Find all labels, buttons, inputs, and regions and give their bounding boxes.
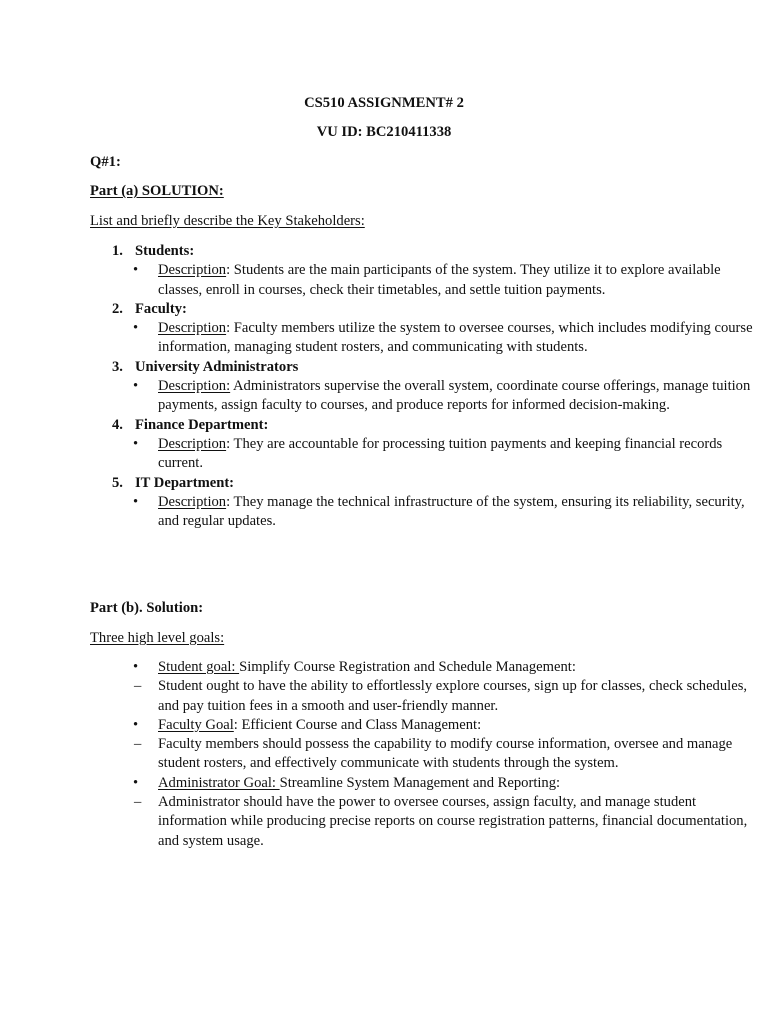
goal-item: [90, 658, 768, 677]
stakeholder-description: [90, 377, 768, 416]
description-text: Administrators supervise the overall system, coordinate course offerings, manage tuition payments, assign faculty to courses, and produce reports for informed decision-making.: [158, 378, 751, 414]
stakeholder-heading: [90, 416, 768, 435]
description-text: : Faculty members utilize the system to oversee courses, which includes modifying course information, managing student rosters, and communicating with students.: [158, 320, 753, 356]
goal-label: Student goal:: [158, 659, 240, 675]
stakeholder-description: [90, 319, 768, 358]
bullet-icon: •: [133, 320, 139, 337]
bullet-icon: •: [133, 659, 139, 675]
stakeholder-heading: [90, 300, 768, 319]
description-label: Description: [158, 493, 227, 510]
goal-label: Faculty Goal: [158, 716, 234, 733]
goal-item: [90, 774, 768, 793]
goal-label: Administrator Goal:: [158, 774, 280, 791]
part-b-intro: Three high level goals:: [90, 630, 225, 646]
description-label: Description: [158, 320, 227, 337]
stakeholder-item: [90, 300, 768, 358]
stakeholder-heading: [90, 242, 768, 261]
part-a-heading: Part (a) SOLUTION:: [90, 183, 224, 199]
description-label: Description: [158, 262, 227, 279]
goals-list: [90, 658, 768, 851]
dash-icon: –: [134, 794, 142, 811]
stakeholder-list: [90, 242, 768, 531]
stakeholder-name: IT Department:: [135, 474, 235, 491]
goal-detail-text: Administrator should have the power to oversee courses, assign faculty, and manage student information while producing precise reports on course registration patterns, financial documentation, and system usage.: [158, 794, 748, 849]
stakeholder-item: [90, 358, 768, 416]
description-text: : Students are the main participants of the system. They utilize it to explore available classes, enroll in courses, check their timetables, and settle tuition payments.: [158, 262, 721, 298]
bullet-icon: •: [133, 262, 139, 279]
bullet-icon: •: [133, 378, 139, 395]
bullet-icon: •: [133, 493, 139, 510]
stakeholder-description: [90, 493, 768, 532]
stakeholder-name: Students:: [135, 243, 195, 259]
stakeholder-item: [90, 474, 768, 532]
description-text: : They are accountable for processing tuition payments and keeping financial records current.: [158, 435, 723, 472]
stakeholder-number: 5.: [112, 474, 123, 491]
goal-title: Simplify Course Registration and Schedule Management:: [239, 659, 576, 675]
goal-title: Streamline System Management and Reporting:: [279, 774, 561, 791]
stakeholder-item: [90, 242, 768, 300]
stakeholder-number: 4.: [112, 416, 123, 433]
description-label: Description: [158, 435, 227, 452]
part-b-heading: Part (b). Solution:: [90, 600, 204, 616]
bullet-icon: •: [133, 435, 139, 452]
stakeholder-heading: [90, 358, 768, 377]
stakeholder-number: 3.: [112, 358, 123, 375]
goal-item: [90, 716, 768, 735]
goal-detail-text: Faculty members should possess the capability to modify course information, oversee and manage student rosters, and effectively communicate with students through the system.: [158, 736, 733, 772]
stakeholder-name: University Administrators: [135, 358, 299, 375]
goal-detail-text: Student ought to have the ability to effortlessly explore courses, sign up for classes, check schedules, and pay tuition fees in a smooth and user-friendly manner.: [158, 678, 748, 714]
stakeholder-name: Finance Department:: [135, 416, 269, 433]
stakeholder-description: [90, 261, 768, 300]
vu-id: VU ID: BC210411338: [316, 124, 452, 140]
stakeholder-name: Faculty:: [135, 300, 187, 317]
goal-title: : Efficient Course and Class Management:: [233, 716, 482, 733]
question-label: Q#1:: [90, 154, 121, 170]
document-title: CS510 ASSIGNMENT# 2: [304, 95, 464, 111]
dash-icon: –: [134, 678, 142, 695]
description-label: Description:: [158, 378, 231, 395]
stakeholder-number: 2.: [112, 300, 123, 317]
stakeholder-heading: [90, 474, 768, 493]
stakeholder-description: [90, 435, 768, 474]
description-text: : They manage the technical infrastructure of the system, ensuring its reliability, security, and regular updates.: [158, 493, 745, 530]
part-a-intro: List and briefly describe the Key Stakeholders:: [90, 213, 365, 229]
goal-detail: [90, 793, 768, 851]
dash-icon: –: [134, 736, 142, 753]
stakeholder-number: 1.: [112, 243, 123, 259]
goal-detail: [90, 677, 768, 716]
bullet-icon: •: [133, 716, 139, 733]
goal-detail: [90, 735, 768, 774]
stakeholder-item: [90, 416, 768, 474]
bullet-icon: •: [133, 774, 139, 791]
